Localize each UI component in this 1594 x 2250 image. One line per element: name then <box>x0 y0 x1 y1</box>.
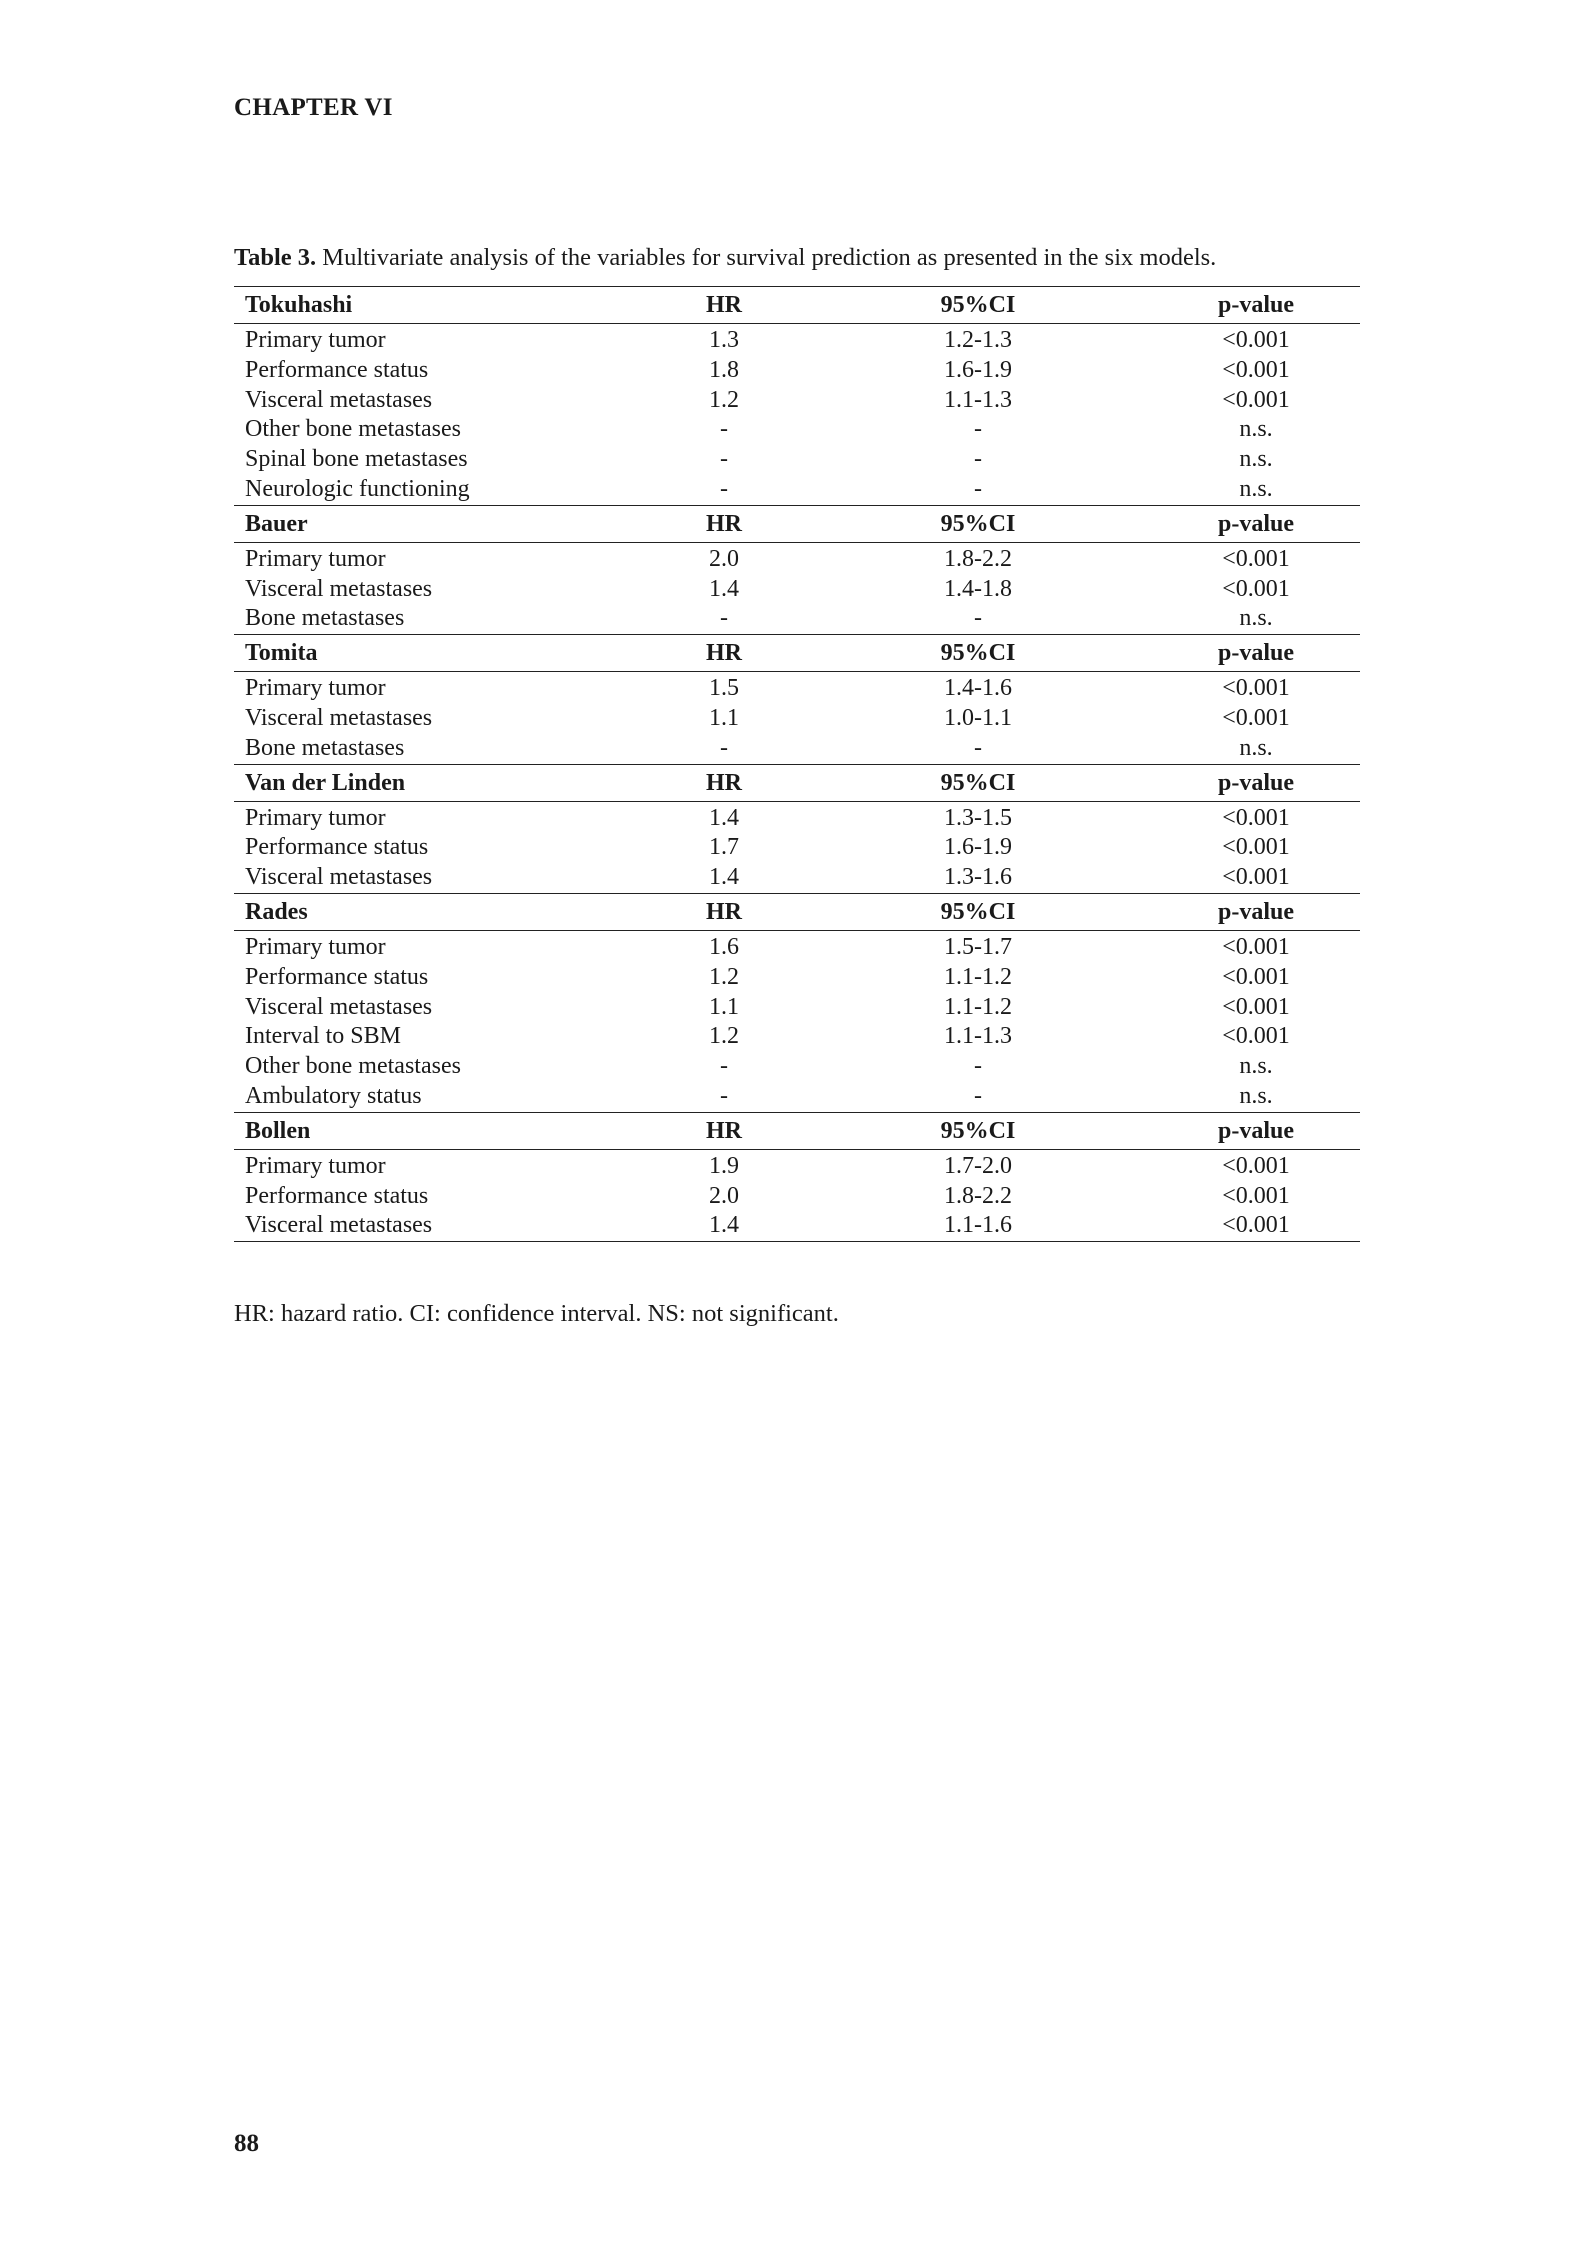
table-footnote: HR: hazard ratio. CI: confidence interval. NS: not significant. <box>234 1300 839 1327</box>
column-header-ci: 95%CI <box>804 505 1152 542</box>
ci-cell: 1.7-2.0 <box>944 1152 1012 1179</box>
hr-cell: 1.1 <box>709 993 739 1020</box>
column-header-hr: HR <box>644 764 804 801</box>
ci-cell: - <box>974 605 982 632</box>
variable-cell: Visceral metastases <box>245 993 433 1020</box>
variable-cell: Interval to SBM <box>245 1023 401 1050</box>
ci-cell: 1.3-1.5 <box>944 804 1012 831</box>
p-value-cell: <0.001 <box>1222 1152 1290 1179</box>
ci-cell: - <box>974 734 982 761</box>
variable-cell: Performance status <box>245 1182 429 1209</box>
table-row <box>234 1052 1360 1082</box>
table-row <box>234 1022 1360 1052</box>
ci-cell: 1.8-2.2 <box>944 545 1012 572</box>
model-name: Tokuhashi <box>234 287 644 324</box>
hr-cell: - <box>720 1053 728 1080</box>
column-header-hr: HR <box>644 505 804 542</box>
ci-cell: - <box>974 446 982 473</box>
ci-cell: 1.1-1.2 <box>944 963 1012 990</box>
column-header-p: p-value <box>1152 287 1360 324</box>
variable-cell: Other bone metastases <box>245 1053 461 1080</box>
variable-cell: Visceral metastases <box>245 864 433 891</box>
column-header-hr: HR <box>644 635 804 672</box>
hr-cell: - <box>720 1082 728 1109</box>
ci-cell: 1.1-1.6 <box>804 1211 1152 1241</box>
ci-cell: 1.5-1.7 <box>944 933 1012 960</box>
hr-cell: 1.9 <box>709 1152 739 1179</box>
column-header-p: p-value <box>1152 1112 1360 1149</box>
column-header-ci: 95%CI <box>804 1112 1152 1149</box>
variable-cell: Ambulatory status <box>245 1082 422 1109</box>
p-value-cell: n.s. <box>1239 1082 1273 1109</box>
table-row <box>234 542 1360 574</box>
p-value-cell: <0.001 <box>1222 1023 1290 1050</box>
table-row <box>234 324 1360 356</box>
table-row <box>234 1082 1360 1112</box>
chapter-heading: CHAPTER VI <box>234 94 393 121</box>
table-caption-label: Table 3. <box>234 244 317 271</box>
model-name: Tomita <box>234 635 644 672</box>
variable-cell: Performance status <box>245 963 429 990</box>
page-number: 88 <box>234 2130 259 2157</box>
hr-cell: 1.6 <box>709 933 739 960</box>
column-header-ci: 95%CI <box>804 635 1152 672</box>
ci-cell: 1.3-1.6 <box>944 864 1012 891</box>
ci-cell: 1.2-1.3 <box>944 327 1012 353</box>
ci-cell: 1.1-1.2 <box>944 993 1012 1020</box>
variable-cell: Primary tumor <box>245 804 386 831</box>
p-value-cell: <0.001 <box>1222 864 1290 891</box>
p-value-cell: n.s. <box>1239 416 1273 443</box>
model-name: Bollen <box>234 1112 644 1149</box>
variable-cell: Visceral metastases <box>234 1211 644 1241</box>
hr-cell: 1.4 <box>644 1211 804 1241</box>
ci-cell: - <box>974 475 982 502</box>
table-row <box>234 575 1360 605</box>
table-row <box>234 863 1360 893</box>
variable-cell: Other bone metastases <box>245 416 461 443</box>
hr-cell: - <box>720 446 728 473</box>
model-header-row <box>234 1112 1360 1149</box>
table-row <box>234 963 1360 993</box>
ci-cell: 1.8-2.2 <box>944 1182 1012 1209</box>
ci-cell: - <box>974 1053 982 1080</box>
ci-cell: 1.1-1.3 <box>944 1023 1012 1050</box>
hr-cell: 1.2 <box>709 1023 739 1050</box>
table-row <box>234 1149 1360 1181</box>
table-caption <box>234 244 1364 272</box>
variable-cell: Visceral metastases <box>245 704 433 731</box>
ci-cell: 1.1-1.3 <box>944 386 1012 413</box>
column-header-ci: 95%CI <box>804 764 1152 801</box>
survival-table <box>234 286 1360 1242</box>
model-name: Rades <box>234 893 644 930</box>
table-row <box>234 415 1360 445</box>
column-header-p: p-value <box>1152 505 1360 542</box>
p-value-cell: <0.001 <box>1222 327 1290 353</box>
ci-cell: - <box>974 416 982 443</box>
ci-cell: 1.4-1.8 <box>944 575 1012 602</box>
p-value-cell: n.s. <box>1239 1053 1273 1080</box>
table-row <box>234 356 1360 386</box>
table-row <box>234 833 1360 863</box>
variable-cell: Performance status <box>245 834 429 861</box>
ci-cell: 1.6-1.9 <box>944 356 1012 383</box>
model-name: Bauer <box>234 505 644 542</box>
table-row <box>234 734 1360 764</box>
ci-cell: 1.6-1.9 <box>944 834 1012 861</box>
hr-cell: 2.0 <box>709 545 739 572</box>
p-value-cell: <0.001 <box>1222 1182 1290 1209</box>
p-value-cell: <0.001 <box>1222 963 1290 990</box>
variable-cell: Primary tumor <box>245 327 386 353</box>
p-value-cell: <0.001 <box>1152 1211 1360 1241</box>
table-row <box>234 386 1360 416</box>
table-row <box>234 801 1360 833</box>
column-header-p: p-value <box>1152 635 1360 672</box>
table-row <box>234 1182 1360 1212</box>
table-row <box>234 475 1360 505</box>
model-header-row <box>234 635 1360 672</box>
table-row <box>234 930 1360 962</box>
variable-cell: Visceral metastases <box>245 386 433 413</box>
p-value-cell: n.s. <box>1239 734 1273 761</box>
p-value-cell: <0.001 <box>1222 933 1290 960</box>
hr-cell: 1.2 <box>709 963 739 990</box>
p-value-cell: <0.001 <box>1222 545 1290 572</box>
ci-cell: - <box>974 1082 982 1109</box>
table-row <box>234 1211 1360 1241</box>
table-row <box>234 445 1360 475</box>
hr-cell: - <box>720 605 728 632</box>
p-value-cell: <0.001 <box>1222 386 1290 413</box>
hr-cell: 1.7 <box>709 834 739 861</box>
model-header-row <box>234 764 1360 801</box>
variable-cell: Primary tumor <box>245 545 386 572</box>
table-row <box>234 993 1360 1023</box>
model-header-row <box>234 893 1360 930</box>
hr-cell: 1.1 <box>709 704 739 731</box>
hr-cell: - <box>720 416 728 443</box>
column-header-ci: 95%CI <box>804 287 1152 324</box>
column-header-p: p-value <box>1152 764 1360 801</box>
table-row <box>234 672 1360 704</box>
hr-cell: 1.4 <box>709 864 739 891</box>
column-header-ci: 95%CI <box>804 893 1152 930</box>
variable-cell: Neurologic functioning <box>245 475 470 502</box>
survival-table-body <box>234 287 1360 1242</box>
variable-cell: Bone metastases <box>245 734 405 761</box>
column-header-p: p-value <box>1152 893 1360 930</box>
variable-cell: Bone metastases <box>245 605 405 632</box>
table-row <box>234 704 1360 734</box>
table-row <box>234 604 1360 634</box>
hr-cell: 2.0 <box>709 1182 739 1209</box>
p-value-cell: <0.001 <box>1222 834 1290 861</box>
hr-cell: - <box>720 475 728 502</box>
model-header-row <box>234 287 1360 324</box>
hr-cell: 1.8 <box>709 356 739 383</box>
p-value-cell: <0.001 <box>1222 704 1290 731</box>
p-value-cell: <0.001 <box>1222 575 1290 602</box>
variable-cell: Spinal bone metastases <box>245 446 468 473</box>
column-header-hr: HR <box>644 893 804 930</box>
p-value-cell: <0.001 <box>1222 993 1290 1020</box>
variable-cell: Visceral metastases <box>245 575 433 602</box>
column-header-hr: HR <box>644 287 804 324</box>
p-value-cell: n.s. <box>1239 475 1273 502</box>
p-value-cell: n.s. <box>1239 605 1273 632</box>
model-header-row <box>234 505 1360 542</box>
p-value-cell: n.s. <box>1239 446 1273 473</box>
table-caption-text: Multivariate analysis of the variables for survival prediction as presented in the six models. <box>316 244 1217 271</box>
hr-cell: 1.4 <box>709 804 739 831</box>
hr-cell: 1.3 <box>709 327 739 353</box>
model-name: Van der Linden <box>234 764 644 801</box>
p-value-cell: <0.001 <box>1222 356 1290 383</box>
p-value-cell: <0.001 <box>1222 675 1290 702</box>
hr-cell: 1.4 <box>709 575 739 602</box>
variable-cell: Primary tumor <box>245 933 386 960</box>
ci-cell: 1.0-1.1 <box>944 704 1012 731</box>
p-value-cell: <0.001 <box>1222 804 1290 831</box>
hr-cell: 1.2 <box>709 386 739 413</box>
column-header-hr: HR <box>644 1112 804 1149</box>
variable-cell: Performance status <box>245 356 429 383</box>
hr-cell: 1.5 <box>709 675 739 702</box>
variable-cell: Primary tumor <box>245 675 386 702</box>
variable-cell: Primary tumor <box>245 1152 386 1179</box>
ci-cell: 1.4-1.6 <box>944 675 1012 702</box>
hr-cell: - <box>720 734 728 761</box>
